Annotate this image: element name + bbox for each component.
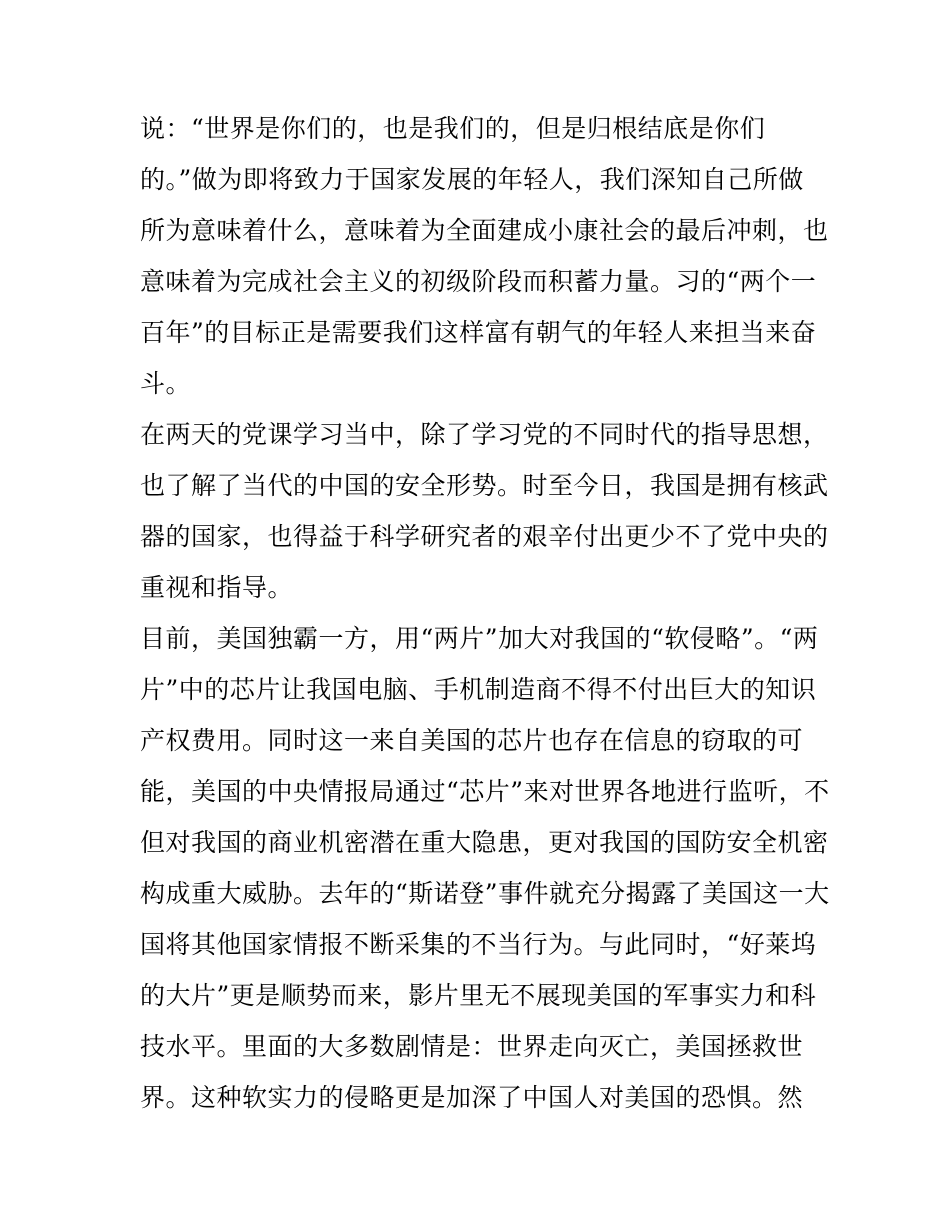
text-line: 的。”做为即将致力于国家发展的年轻人，我们深知自己所做 — [140, 165, 804, 194]
text-line: 在两天的党课学习当中，除了学习党的不同时代的指导思想， — [140, 420, 829, 449]
text-line: 国将其他国家情报不断采集的不当行为。与此同时，“好莱坞 — [140, 930, 817, 959]
text-line: 的大片”更是顺势而来，影片里无不展现美国的军事实力和科 — [140, 981, 817, 1010]
text-line: 产权费用。同时这一来自美国的芯片也存在信息的窃取的可 — [140, 726, 804, 755]
text-line: 重视和指导。 — [140, 573, 294, 602]
text-line: 目前，美国独霸一方，用“两片”加大对我国的“软侵略”。“两 — [140, 624, 819, 653]
text-line: 所为意味着什么，意味着为全面建成小康社会的最后冲刺，也 — [140, 216, 829, 245]
text-line: 器的国家，也得益于科学研究者的艰辛付出更少不了党中央的 — [140, 522, 829, 551]
text-line: 但对我国的商业机密潜在重大隐患，更对我国的国防安全机密 — [140, 828, 829, 857]
text-line: 技水平。里面的大多数剧情是：世界走向灭亡，美国拯救世 — [140, 1032, 804, 1061]
text-line: 构成重大威胁。去年的“斯诺登”事件就充分揭露了美国这一大 — [140, 879, 830, 908]
text-line: 能，美国的中央情报局通过“芯片”来对世界各地进行监听，不 — [140, 777, 830, 806]
text-line: 界。这种软实力的侵略更是加深了中国人对美国的恐惧。然 — [140, 1083, 804, 1112]
text-line: 意味着为完成社会主义的初级阶段而积蓄力量。习的“两个一 — [140, 267, 817, 296]
text-line: 百年”的目标正是需要我们这样富有朝气的年轻人来担当来奋 — [140, 318, 817, 347]
text-line: 也了解了当代的中国的安全形势。时至今日，我国是拥有核武 — [140, 471, 829, 500]
text-line: 斗。 — [140, 369, 192, 398]
text-line: 片”中的芯片让我国电脑、手机制造商不得不付出巨大的知识 — [140, 675, 817, 704]
text-line: 说：“世界是你们的，也是我们的，但是归根结底是你们 — [140, 114, 766, 143]
